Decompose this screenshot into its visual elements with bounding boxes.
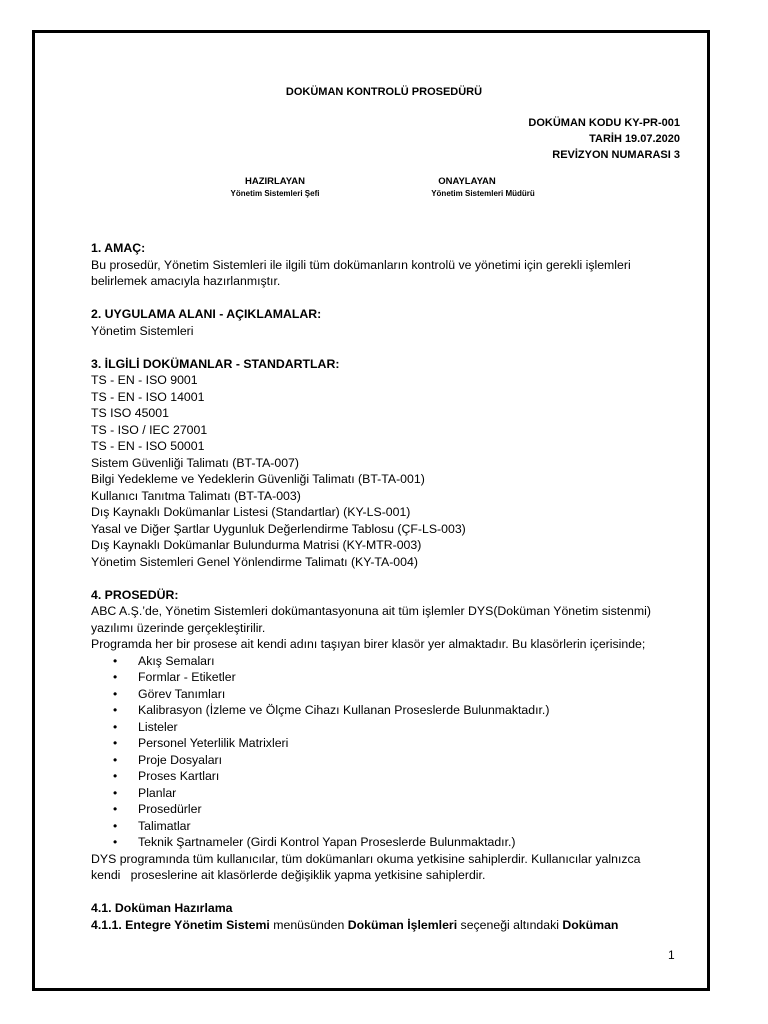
document-body bbox=[91, 240, 691, 933]
reference-item: Yönetim Sistemleri Genel Yönlendirme Talimatı (KY-TA-004) bbox=[91, 554, 418, 569]
reference-item: Sistem Güvenliği Talimatı (BT-TA-007) bbox=[91, 455, 299, 470]
document-code: DOKÜMAN KODU KY-PR-001 bbox=[528, 117, 680, 129]
subsubsection-text: seçeneği altındaki bbox=[457, 917, 563, 932]
subsubsection-bold: Doküman bbox=[562, 917, 619, 932]
reference-item: TS ISO 45001 bbox=[91, 406, 169, 420]
prepared-label: HAZIRLAYAN bbox=[244, 176, 305, 187]
reference-item: TS - EN - ISO 50001 bbox=[91, 439, 205, 453]
folder-list-item: • Planlar bbox=[91, 785, 691, 802]
document-title: DOKÜMAN KONTROLÜ PROSEDÜRÜ bbox=[285, 86, 483, 98]
folder-list-item: • Teknik Şartnameler (Girdi Kontrol Yapan Proseslerde Bulunmaktadır.) bbox=[91, 834, 691, 851]
purpose-text-line: belirlemek amacıyla hazırlanmıştır. bbox=[91, 274, 281, 288]
reference-item: Yasal ve Diğer Şartlar Uygunluk Değerlendirme Tablosu (ÇF-LS-003) bbox=[91, 521, 466, 536]
subsubsection-number: 4.1.1. Entegre Yönetim Sistemi bbox=[91, 917, 270, 932]
subsubsection-line bbox=[91, 917, 691, 934]
folder-list-item: • Personel Yeterlilik Matrixleri bbox=[91, 735, 691, 752]
reference-item: Bilgi Yedekleme ve Yedeklerin Güvenliği Talimatı (BT-TA-001) bbox=[91, 472, 425, 486]
folder-list-item: • Proses Kartları bbox=[91, 768, 691, 785]
approved-label: ONAYLAYAN bbox=[438, 176, 496, 187]
folder-list-item: • Görev Tanımları bbox=[91, 686, 691, 703]
dys-text-line: kendi proseslerine ait klasörlerde değişiklik yapma yetkisine sahiplerdir. bbox=[91, 868, 486, 882]
subsubsection-bold: Doküman İşlemleri bbox=[347, 917, 458, 932]
procedure-text-line: Programda her bir prosese ait kendi adını taşıyan birer klasör yer almaktadır. Bu klasörlerin içerisinde; bbox=[91, 637, 646, 651]
folder-list-item: • Akış Semaları bbox=[91, 653, 691, 670]
approved-by: Yönetim Sistemleri Müdürü bbox=[431, 189, 535, 198]
procedure-text-line: yazılımı üzerinde gerçekleştirilir. bbox=[91, 620, 266, 635]
reference-item: Dış Kaynaklı Dokümanlar Bulundurma Matrisi (KY-MTR-003) bbox=[91, 538, 422, 552]
scope-heading: 2. UYGULAMA ALANI - AÇIKLAMALAR: bbox=[91, 307, 322, 321]
reference-item: TS - ISO / IEC 27001 bbox=[91, 422, 208, 437]
scope-text: Yönetim Sistemleri bbox=[91, 323, 194, 338]
document-date: TARİH 19.07.2020 bbox=[589, 133, 680, 145]
reference-item: Dış Kaynaklı Dokümanlar Listesi (Standartlar) (KY-LS-001) bbox=[91, 505, 411, 519]
references-list bbox=[91, 372, 691, 570]
folder-list-item: • Talimatlar bbox=[91, 818, 691, 835]
prepared-by: Yönetim Sistemleri Şefi bbox=[230, 189, 320, 198]
dys-text-line: DYS programında tüm kullanıcılar, tüm dokümanları okuma yetkisine sahiplerdir. Kullanıcılar yalnızca bbox=[91, 851, 641, 866]
purpose-heading: 1. AMAÇ: bbox=[91, 241, 146, 255]
document-revision: REVİZYON NUMARASI 3 bbox=[552, 149, 680, 161]
folder-list-item: • Listeler bbox=[91, 719, 691, 736]
folder-list-item: • Proje Dosyaları bbox=[91, 752, 691, 769]
folder-list-item: • Kalibrasyon (İzleme ve Ölçme Cihazı Kullanan Proseslerde Bulunmaktadır.) bbox=[91, 702, 691, 719]
reference-item: TS - EN - ISO 9001 bbox=[91, 373, 198, 387]
reference-item: TS - EN - ISO 14001 bbox=[91, 389, 205, 404]
references-heading: 3. İLGİLİ DOKÜMANLAR - STANDARTLAR: bbox=[91, 356, 340, 371]
folder-list bbox=[91, 653, 691, 851]
reference-item: Kullanıcı Tanıtma Talimatı (BT-TA-003) bbox=[91, 488, 301, 503]
subsection-heading: 4.1. Doküman Hazırlama bbox=[91, 901, 233, 915]
procedure-text-line: ABC A.Ş.’de, Yönetim Sistemleri dokümantasyonuna ait tüm işlemler DYS(Doküman Yönetim sistenmi) bbox=[91, 604, 651, 618]
procedure-heading: 4. PROSEDÜR: bbox=[91, 587, 179, 602]
subsubsection-text: menüsünden bbox=[269, 917, 348, 932]
page-number: 1 bbox=[668, 948, 675, 962]
folder-list-item: • Prosedürler bbox=[91, 801, 691, 818]
folder-list-item: • Formlar - Etiketler bbox=[91, 669, 691, 686]
purpose-text-line: Bu prosedür, Yönetim Sistemleri ile ilgili tüm dokümanların kontrolü ve yönetimi için gerekli işlemleri bbox=[91, 257, 631, 272]
